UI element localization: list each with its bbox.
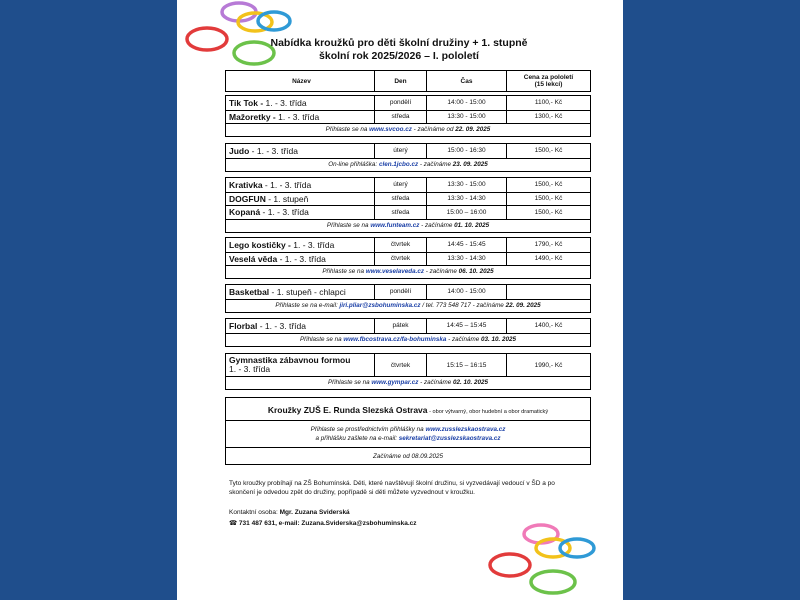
zus-name: Kroužky ZUŠ E. Runda Slezská Ostrava bbox=[267, 405, 428, 415]
course-name: Basketbal bbox=[229, 286, 270, 297]
footer-description: Tyto kroužky probíhají na ZŠ Bohumínská. Děti, které navštěvují školní družinu, si vyzvedávají vedoucí v ŠD a po skončení je odvedou zpět do družiny, popřípadě si děti můžete vyzvednout v kroužku. bbox=[229, 480, 555, 496]
course-price: 1500,- Kč bbox=[506, 178, 590, 192]
registration-note bbox=[226, 123, 590, 136]
course-time: 15:00 – 16:00 bbox=[426, 206, 506, 219]
note-text: - začínáme od bbox=[411, 126, 456, 133]
note-text: - začínáme bbox=[419, 221, 455, 229]
note-text: / tel. 773 548 717 - začínáme bbox=[420, 301, 506, 309]
course-time: 15:00 - 16:30 bbox=[426, 144, 506, 158]
course-grade: 1. - 3. třída bbox=[263, 97, 307, 108]
table-row bbox=[226, 110, 590, 124]
phone-icon: ☎ bbox=[229, 520, 238, 527]
course-grade: - 1. stupeň - chlapci bbox=[269, 286, 346, 297]
course-time: 14:00 - 15:00 bbox=[426, 285, 506, 299]
zus-registration-link[interactable]: www.zusslezskaostrava.cz bbox=[425, 426, 506, 433]
table-row bbox=[226, 192, 590, 206]
course-time: 14:45 - 15:45 bbox=[426, 238, 506, 252]
course-price: 1400,- Kč bbox=[506, 319, 590, 333]
zus-start-date: Začínáme od 08.09.2025 bbox=[226, 447, 590, 464]
header-name: Název bbox=[292, 77, 311, 85]
note-text: Přihlaste se na bbox=[325, 126, 370, 133]
course-day: pondělí bbox=[374, 96, 426, 110]
course-grade: 1. - 3. třída bbox=[229, 364, 271, 374]
registration-link[interactable]: www.fbcostrava.cz/fa-bohuminska bbox=[343, 335, 447, 343]
table-row bbox=[226, 252, 590, 266]
header-price bbox=[506, 71, 590, 91]
course-name: DOGFUN bbox=[229, 193, 266, 204]
course-price: 1100,- Kč bbox=[506, 96, 590, 110]
table-row bbox=[226, 354, 590, 376]
registration-link[interactable]: www.gympar.cz bbox=[371, 379, 419, 386]
title-line-1: Nabídka kroužků pro děti školní družiny + 1. stupně bbox=[270, 37, 528, 49]
header-time: Čas bbox=[426, 71, 506, 91]
header-price-label: Cena za pololetí bbox=[523, 74, 574, 81]
course-time: 13:30 - 15:00 bbox=[426, 111, 506, 124]
registration-note bbox=[226, 299, 590, 312]
table-row bbox=[226, 144, 590, 158]
course-grade: - 1. - 3. třída bbox=[262, 179, 312, 190]
table-row bbox=[226, 96, 590, 110]
title-line-2: školní rok 2025/2026 – I. pololetí bbox=[319, 50, 479, 62]
course-price: 1500,- Kč bbox=[506, 206, 590, 219]
zus-title bbox=[226, 400, 590, 420]
course-grade: - 1. - 3. třída bbox=[257, 320, 306, 331]
course-price bbox=[506, 285, 590, 299]
note-text: - začínáme bbox=[446, 335, 482, 343]
course-grade: 1. - 3. třída bbox=[290, 239, 335, 250]
registration-link[interactable]: www.svcoo.cz bbox=[369, 126, 412, 133]
registration-email-link[interactable]: jiri.pliar@zsbohuminska.cz bbox=[339, 301, 421, 309]
course-day: čtvrtek bbox=[374, 354, 426, 376]
block-funteam bbox=[225, 177, 591, 233]
header-price-sub: (15 lekcí) bbox=[534, 81, 563, 88]
contact-phone bbox=[229, 519, 569, 528]
note-text: - začínáme bbox=[418, 160, 453, 168]
document-page bbox=[177, 0, 623, 600]
note-text: a přihlášku zašlete na e-mail: bbox=[315, 435, 399, 442]
course-day: úterý bbox=[374, 178, 426, 192]
course-day: čtvrtek bbox=[374, 238, 426, 252]
course-day: středa bbox=[374, 206, 426, 219]
table-row bbox=[226, 238, 590, 252]
course-time: 14:00 - 15:00 bbox=[426, 96, 506, 110]
course-day: středa bbox=[374, 193, 426, 206]
start-date: 22. 09. 2025 bbox=[505, 301, 541, 309]
course-name: Lego kostičky - bbox=[229, 239, 291, 250]
start-date: 03. 10. 2025 bbox=[481, 335, 517, 343]
rings-decoration-bottom bbox=[483, 520, 613, 600]
contact-phone-email[interactable]: 731 487 631, e-mail: Zuzana.Sviderska@zsbohuminska.cz bbox=[238, 520, 417, 527]
course-day: pondělí bbox=[374, 285, 426, 299]
course-price: 1490,- Kč bbox=[506, 253, 590, 266]
note-text: Přihlaste se na e-mail: bbox=[275, 301, 340, 309]
registration-note bbox=[226, 158, 590, 171]
block-judo bbox=[225, 143, 591, 172]
course-time: 14:45 – 15:45 bbox=[426, 319, 506, 333]
contact-name: Mgr. Zuzana Sviderská bbox=[279, 509, 350, 516]
table-header bbox=[225, 70, 591, 92]
course-name: Mažoretky - bbox=[229, 111, 276, 122]
note-text: Přihlaste se na bbox=[299, 335, 344, 343]
block-florbal bbox=[225, 318, 591, 347]
block-gympar bbox=[225, 353, 591, 390]
note-text: Přihlaste se na bbox=[322, 268, 366, 275]
course-time: 15:15 – 16:15 bbox=[426, 354, 506, 376]
block-svcoo bbox=[225, 95, 591, 137]
course-price: 1790,- Kč bbox=[506, 238, 590, 252]
registration-note bbox=[226, 333, 590, 346]
course-price: 1300,- Kč bbox=[506, 111, 590, 124]
course-grade: - 1. - 3. třída bbox=[260, 207, 309, 218]
start-date: 01. 10. 2025 bbox=[454, 221, 490, 229]
note-text: - začínáme bbox=[418, 379, 454, 386]
course-time: 13:30 - 14:30 bbox=[426, 193, 506, 206]
course-name: Kopaná bbox=[229, 207, 261, 218]
page-title bbox=[229, 37, 569, 63]
start-date: 23. 09. 2025 bbox=[452, 160, 488, 168]
course-name: Judo bbox=[229, 145, 250, 156]
start-date: 22. 09. 2025 bbox=[455, 126, 491, 133]
contact-label: Kontaktní osoba: bbox=[229, 509, 280, 516]
note-text: - začínáme bbox=[423, 268, 459, 275]
block-basketbal bbox=[225, 284, 591, 313]
course-name: Tik Tok - bbox=[229, 97, 264, 108]
course-day: středa bbox=[374, 111, 426, 124]
start-date: 02. 10. 2025 bbox=[453, 379, 489, 386]
registration-note bbox=[226, 219, 590, 232]
zus-registration-note bbox=[226, 420, 590, 447]
registration-link[interactable]: www.veselaveda.cz bbox=[365, 268, 424, 275]
registration-link[interactable]: www.funteam.cz bbox=[370, 221, 420, 229]
contact-person bbox=[229, 508, 569, 517]
note-text: Přihlaste se prostřednictvím přihlášky na bbox=[310, 426, 426, 433]
zus-email-link[interactable]: sekretariat@zusslezskaostrava.cz bbox=[398, 435, 501, 442]
block-veselaveda bbox=[225, 237, 591, 279]
table-row bbox=[226, 285, 590, 299]
zus-subtitle: - obor výtvarný, obor hudební a obor dramatický bbox=[427, 409, 549, 415]
course-name: Krativka bbox=[229, 179, 263, 190]
course-day: pátek bbox=[374, 319, 426, 333]
block-zus bbox=[225, 397, 591, 465]
course-grade: 1. - 3. třída bbox=[275, 111, 320, 122]
course-grade: - 1. - 3. třída bbox=[277, 253, 326, 264]
note-text: Přihlaste se na bbox=[326, 221, 371, 229]
table-row bbox=[226, 319, 590, 333]
table-row bbox=[226, 178, 590, 192]
course-name: Florbal bbox=[229, 320, 258, 331]
note-text: On-line přihláška: bbox=[328, 160, 379, 168]
course-price: 1500,- Kč bbox=[506, 144, 590, 158]
course-grade: - 1. stupeň bbox=[265, 193, 309, 204]
header-day: Den bbox=[374, 71, 426, 91]
course-day: čtvrtek bbox=[374, 253, 426, 266]
course-time: 13:30 - 14:30 bbox=[426, 253, 506, 266]
note-text: Přihlaste se na bbox=[327, 379, 372, 386]
course-time: 13:30 - 15:00 bbox=[426, 178, 506, 192]
course-price: 1990,- Kč bbox=[506, 354, 590, 376]
course-name: Gymnastika zábavnou formou bbox=[229, 355, 351, 365]
registration-note bbox=[226, 376, 590, 389]
course-grade: - 1. - 3. třída bbox=[249, 145, 298, 156]
start-date: 06. 10. 2025 bbox=[458, 268, 494, 275]
course-day: úterý bbox=[374, 144, 426, 158]
registration-link[interactable]: clen.1jcbo.cz bbox=[378, 160, 419, 168]
course-name: Veselá věda bbox=[229, 253, 278, 264]
course-price: 1500,- Kč bbox=[506, 193, 590, 206]
registration-note bbox=[226, 265, 590, 278]
table-row bbox=[226, 205, 590, 219]
